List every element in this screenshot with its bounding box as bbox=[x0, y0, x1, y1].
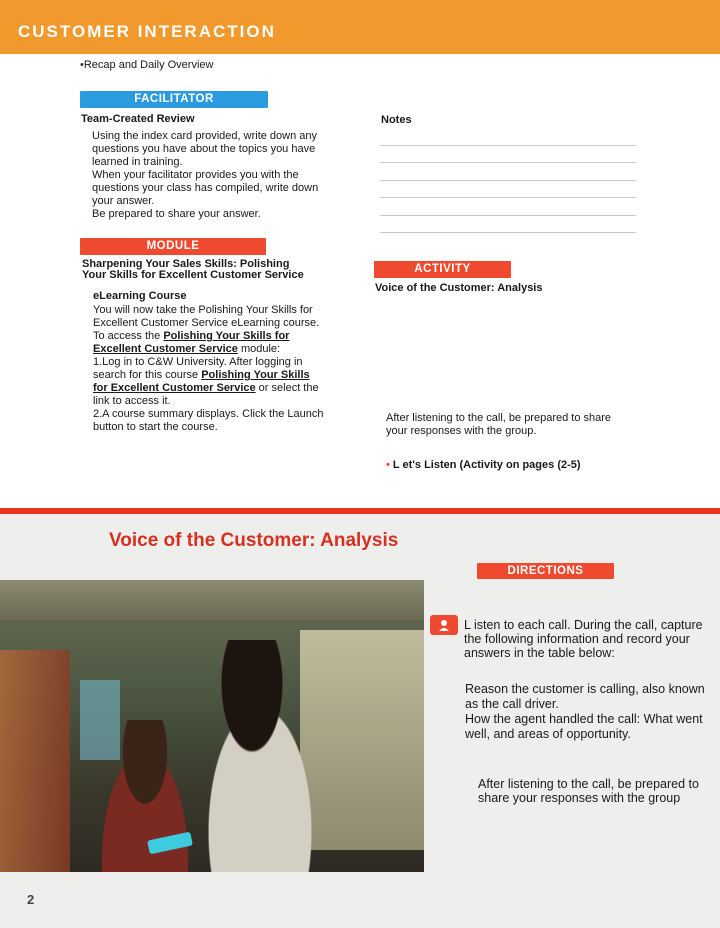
directions-text bbox=[464, 618, 714, 660]
activity-after-line: your responses with the group. bbox=[386, 425, 537, 437]
facilitator-line: your answer. bbox=[92, 195, 155, 207]
facilitator-label: FACILITATOR bbox=[80, 91, 268, 108]
facilitator-heading: Team-Created Review bbox=[81, 113, 195, 125]
listen-text: L et's Listen (Activity on pages (2-5) bbox=[392, 459, 581, 471]
module-title bbox=[82, 259, 304, 281]
facilitator-line: Be prepared to share your answer. bbox=[92, 208, 261, 220]
reason-line: well, and areas of opportunity. bbox=[465, 727, 631, 741]
module-body bbox=[93, 304, 353, 434]
module-label: MODULE bbox=[80, 238, 266, 255]
course-link[interactable]: for Excellent Customer Service bbox=[93, 382, 256, 394]
reason-line: How the agent handled the call: What went bbox=[465, 712, 703, 726]
directions-line: L isten to each call. During the call, capture bbox=[464, 618, 703, 632]
facilitator-line: When your facilitator provides you with the bbox=[92, 169, 299, 181]
reason-line: as the call driver. bbox=[465, 697, 559, 711]
page-number: 2 bbox=[27, 892, 35, 907]
overview-text: Recap and Daily Overview bbox=[83, 59, 214, 71]
activity-label: ACTIVITY bbox=[374, 261, 511, 278]
listen-line bbox=[386, 459, 581, 471]
notes-line[interactable] bbox=[380, 232, 636, 233]
photo-ceiling bbox=[0, 580, 424, 620]
notes-line[interactable] bbox=[380, 180, 636, 181]
module-text: To access the bbox=[93, 330, 164, 342]
module-line: 1.Log in to C&W University. After logging in bbox=[93, 356, 303, 368]
module-text: or select the bbox=[255, 382, 319, 394]
course-link[interactable]: Polishing Your Skills bbox=[201, 369, 310, 381]
module-line: link to access it. bbox=[93, 395, 171, 407]
header-title: CUSTOMER INTERACTION bbox=[18, 22, 276, 41]
module-text: search for this course bbox=[93, 369, 202, 381]
notes-line[interactable] bbox=[380, 145, 636, 146]
module-line: button to start the course. bbox=[93, 421, 218, 433]
module-line bbox=[93, 369, 353, 382]
directions-line: the following information and record your bbox=[464, 632, 690, 646]
photo-curtain bbox=[0, 650, 70, 872]
speaker-icon bbox=[430, 615, 458, 635]
notes-line[interactable] bbox=[380, 197, 636, 198]
module-line: You will now take the Polishing Your Skills for bbox=[93, 304, 313, 316]
directions-label: DIRECTIONS bbox=[477, 563, 614, 579]
facilitator-line: Using the index card provided, write down any bbox=[92, 130, 318, 142]
module-title-line: Sharpening Your Sales Skills: Polishing bbox=[82, 258, 290, 270]
slide-title: Voice of the Customer: Analysis bbox=[109, 530, 399, 551]
customer-photo bbox=[0, 580, 424, 872]
share-line: share your responses with the group bbox=[478, 791, 681, 805]
module-line: 2.A course summary displays. Click the Launch bbox=[93, 408, 324, 420]
overview-line bbox=[80, 59, 213, 71]
facilitator-line: questions you have about the topics you have bbox=[92, 143, 316, 155]
activity-after bbox=[386, 412, 686, 438]
course-link[interactable]: Polishing Your Skills for bbox=[163, 330, 290, 342]
directions-line: answers in the table below: bbox=[464, 646, 615, 660]
share-line: After listening to the call, be prepared to bbox=[478, 777, 699, 791]
activity-heading: Voice of the Customer: Analysis bbox=[375, 282, 543, 294]
facilitator-line: learned in training. bbox=[92, 156, 183, 168]
module-text: module: bbox=[237, 343, 281, 355]
module-line bbox=[93, 343, 353, 356]
photo-person bbox=[180, 640, 340, 872]
activity-after-line: After listening to the call, be prepared to share bbox=[386, 412, 612, 424]
reason-line: Reason the customer is calling, also known bbox=[465, 682, 705, 696]
course-link[interactable]: Excellent Customer Service bbox=[93, 343, 238, 355]
module-title-line: Your Skills for Excellent Customer Service bbox=[82, 269, 304, 281]
reason-text bbox=[465, 682, 715, 742]
share-text bbox=[478, 777, 718, 805]
module-line bbox=[93, 382, 353, 395]
overview-bullet: • bbox=[80, 59, 84, 71]
facilitator-body bbox=[92, 130, 362, 221]
facilitator-line: questions your class has compiled, write down bbox=[92, 182, 319, 194]
course-heading: eLearning Course bbox=[93, 290, 187, 302]
listen-bullet: • bbox=[386, 459, 390, 471]
module-line: Excellent Customer Service eLearning course. bbox=[93, 317, 320, 329]
notes-line[interactable] bbox=[380, 215, 636, 216]
notes-line[interactable] bbox=[380, 162, 636, 163]
notes-label: Notes bbox=[381, 114, 412, 126]
module-line bbox=[93, 330, 353, 343]
